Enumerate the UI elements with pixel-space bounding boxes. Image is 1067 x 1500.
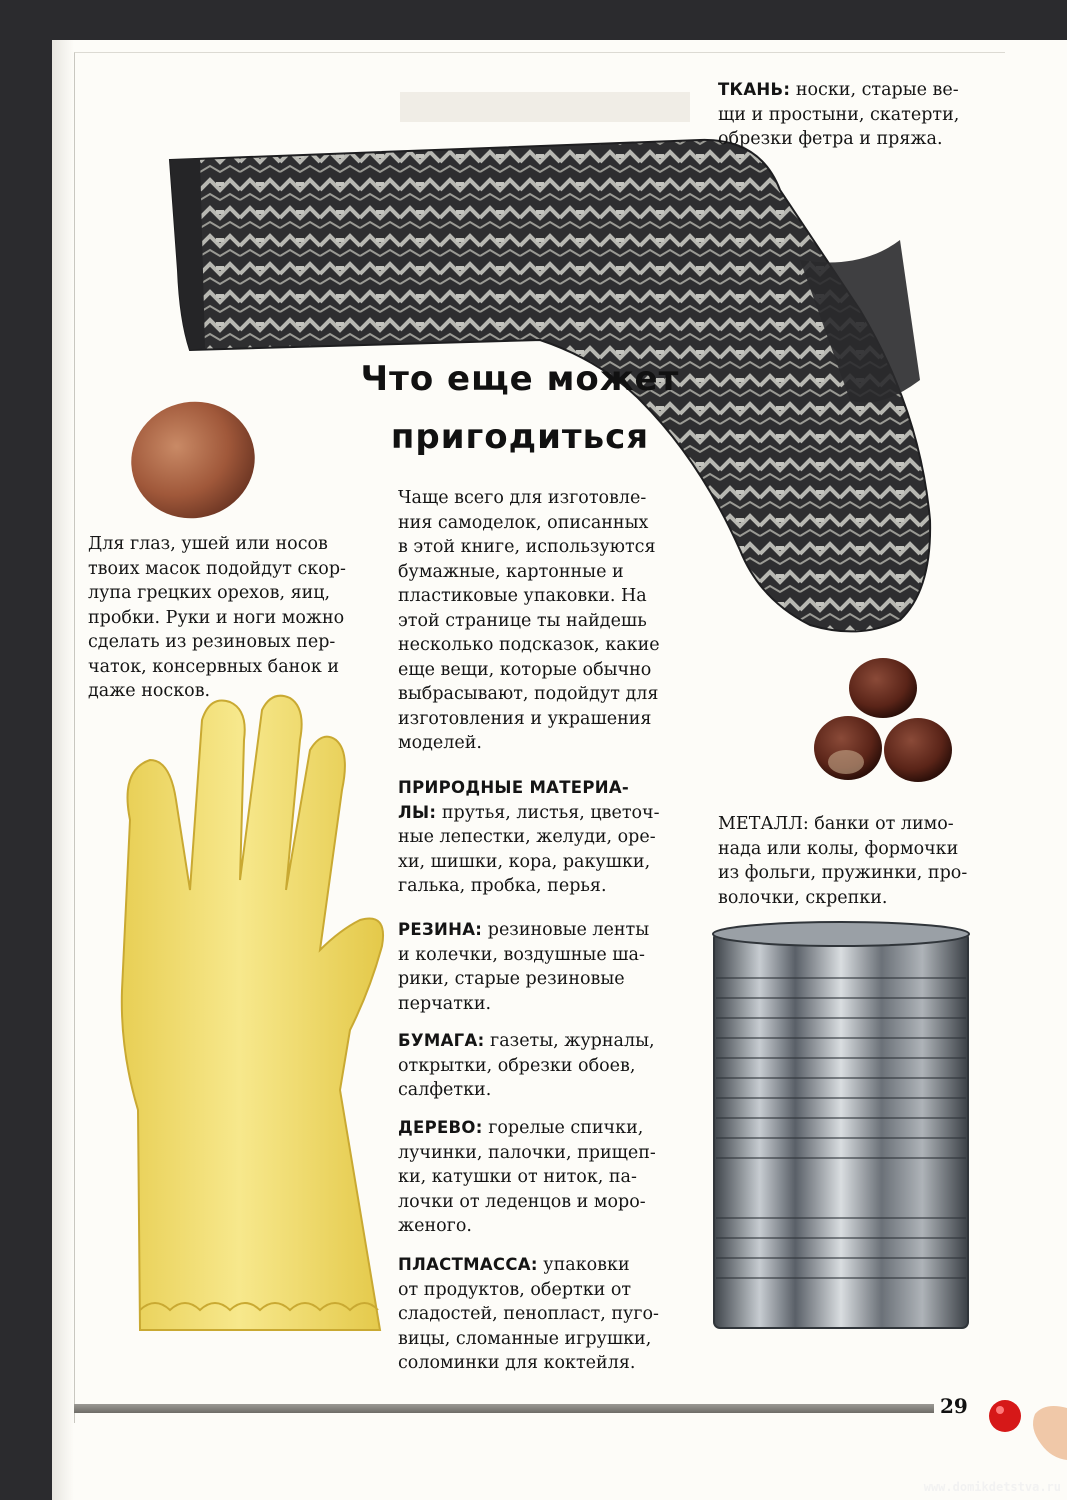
text-line: упаковки (537, 1255, 630, 1275)
text-line: Чаще всего для изготовле- (398, 488, 647, 508)
text-line: еще вещи, которые обычно (398, 659, 652, 680)
text-line: твоих масок подойдут скор- (88, 558, 346, 579)
title-line-1: Что еще может (360, 359, 680, 399)
text-line: сделать из резиновых пер- (88, 632, 336, 652)
rubber-label: РЕЗИНА: (398, 920, 483, 939)
natural-materials-paragraph (398, 776, 708, 899)
text-line: моделей. (398, 733, 482, 753)
footer-rule (74, 1404, 934, 1413)
text-line: изготовления и украшения (398, 708, 652, 729)
text-line: в этой книге, используются (398, 537, 656, 557)
paper-label: БУМАГА: (398, 1031, 485, 1050)
hand-with-ball-image (985, 1388, 1067, 1463)
paper-paragraph (398, 1029, 708, 1103)
page-title (300, 350, 740, 466)
natural-materials-label-2: ЛЫ: (398, 802, 437, 822)
text-line: ния самоделок, описанных (398, 512, 649, 533)
text-line: газеты, журналы, (484, 1031, 655, 1051)
text-line: волочки, скрепки. (718, 887, 888, 908)
natural-materials-label: ПРИРОДНЫЕ МАТЕРИА- (398, 778, 630, 797)
glove-shape (122, 696, 383, 1330)
left-paragraph (88, 532, 388, 704)
rubber-glove-image (110, 690, 400, 1350)
wood-paragraph (398, 1116, 708, 1239)
text-line: сладостей, пенопласт, пуго- (398, 1304, 659, 1324)
text-line: МЕТАЛЛ: банки от лимо- (718, 814, 954, 834)
egg-image (125, 395, 260, 525)
text-line: пластиковые упаковки. На (398, 586, 647, 606)
text-line: горелые спички, (482, 1118, 644, 1138)
text-line: вицы, сломанные игрушки, (398, 1328, 652, 1349)
chestnuts-image (808, 650, 958, 790)
text-line: выбрасывают, подойдут для (398, 684, 659, 704)
text-line: хи, шишки, кора, ракушки, (398, 851, 651, 872)
plastic-label: ПЛАСТМАССА: (398, 1255, 538, 1274)
text-line: лупа грецких орехов, яиц, (88, 583, 331, 603)
text-line: Для глаз, ушей или носов (88, 534, 328, 554)
text-line: резиновые ленты (482, 920, 650, 940)
text-line: салфетки. (398, 1080, 492, 1100)
text-line: и колечки, воздушные ша- (398, 944, 645, 965)
text-line: из фольги, пружинки, про- (718, 863, 968, 883)
text-line: от продуктов, обертки от (398, 1279, 632, 1300)
text-line: рики, старые резиновые (398, 969, 625, 989)
tin-can-image (706, 918, 976, 1338)
text-line: прутья, листья, цветоч- (436, 802, 660, 823)
metal-paragraph (718, 812, 1018, 910)
intro-paragraph (398, 486, 708, 756)
text-line: открытки, обрезки обоев, (398, 1055, 636, 1076)
text-line: ки, катушки от ниток, па- (398, 1167, 637, 1187)
text-line: соломинки для коктейля. (398, 1353, 636, 1373)
text-line: женого. (398, 1216, 472, 1236)
text-line: ные лепестки, желуди, оре- (398, 827, 656, 847)
watermark: www.domikdetstva.ru (923, 1480, 1061, 1494)
text-line: лочки от леденцов и моро- (398, 1191, 646, 1212)
text-line: перчатки. (398, 993, 492, 1014)
text-line: носки, старые ве- (790, 80, 959, 100)
page-gutter-shadow (52, 40, 74, 1500)
text-line: этой странице ты найдешь (398, 610, 647, 631)
title-line-2: пригодиться (390, 417, 650, 457)
text-line: лучинки, палочки, прищеп- (398, 1142, 656, 1163)
text-line: бумажные, картонные и (398, 561, 624, 582)
text-line: нада или колы, формочки (718, 838, 959, 859)
text-line: щи и простыни, скатерти, (718, 104, 960, 125)
text-line: пробки. Руки и ноги можно (88, 607, 345, 628)
fabric-label: ТКАНЬ: (718, 80, 791, 99)
text-line: несколько подсказок, какие (398, 635, 660, 655)
fabric-paragraph (718, 78, 1008, 152)
text-line: чаток, консервных банок и (88, 656, 339, 677)
text-line: галька, пробка, перья. (398, 876, 607, 896)
wood-label: ДЕРЕВО: (398, 1118, 483, 1137)
text-line: даже носков. (88, 681, 211, 701)
plastic-paragraph (398, 1253, 708, 1376)
page-number: 29 (940, 1394, 968, 1418)
text-line: обрезки фетра и пряжа. (718, 129, 943, 149)
rubber-paragraph (398, 918, 708, 1016)
